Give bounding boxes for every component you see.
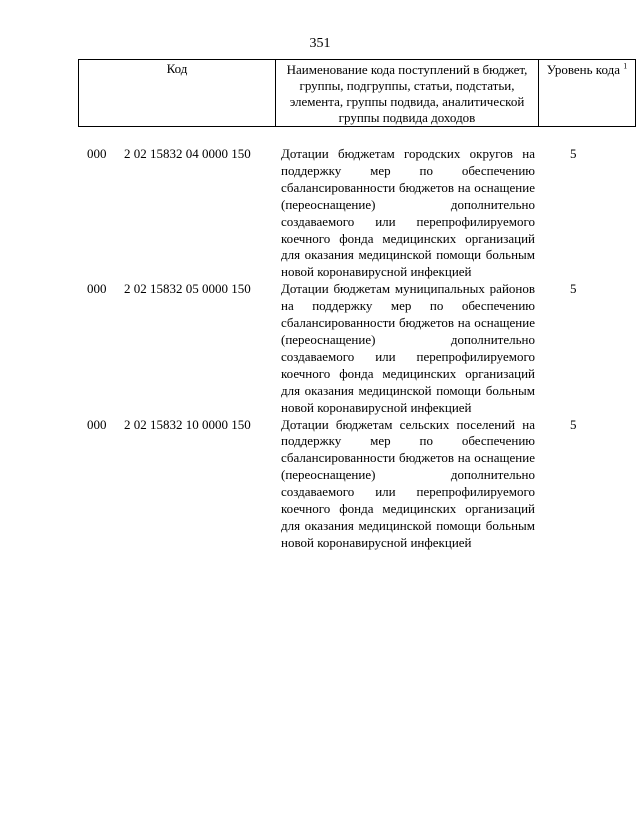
table-body [0,146,640,552]
revenue-name: Дотации бюджетам городских округов на поддержку мер по обеспечению сбалансированности бюджетов на оснащение (переоснащение) дополнительно создаваемого или перепрофилируемого коечного фонда медицинских организаций для оказания медицинской помощи больным новой коронавирусной инфекцией [281,146,535,280]
header-level [539,60,636,127]
revenue-code: 2 02 15832 04 0000 150 [124,146,251,161]
header-code-label: Код [166,61,188,76]
revenue-code: 2 02 15832 05 0000 150 [124,281,251,297]
table-row [0,281,640,416]
revenue-name: Дотации бюджетам сельских поселений на поддержку мер по обеспечению сбалансированности бюджетов на оснащение (переоснащение) дополнительно создаваемого или перепрофилируемого коечного фонда медицинских организаций для оказания медицинской помощи больным новой коронавирусной инфекцией [281,416,535,550]
revenue-name: Дотации бюджетам муниципальных районов на поддержку мер по обеспечению сбалансированности бюджетов на оснащение (переоснащение) дополнительно создаваемого или перепрофилируемого коечного фонда медицинских организаций для оказания медицинской помощи больным новой коронавирусной инфекцией [281,281,535,415]
page-number: 351 [309,36,331,51]
table-header [78,59,636,127]
header-name-label: Наименование кода поступлений в бюджет, группы, подгруппы, статьи, подстатьи, элемента, группы подвида, аналитической группы подвида доходов [286,62,528,125]
code-level: 5 [570,146,577,161]
code-level: 5 [570,281,577,297]
admin-code: 000 [87,416,107,432]
footnote-marker: 1 [623,61,628,71]
header-name [276,60,539,127]
table-row [0,146,640,281]
admin-code: 000 [87,146,107,161]
header-level-label: Уровень кода [546,62,620,77]
revenue-code: 2 02 15832 10 0000 150 [124,416,251,432]
table-row [0,417,640,552]
header-code [79,60,276,127]
admin-code: 000 [87,281,107,297]
code-level: 5 [570,416,577,432]
